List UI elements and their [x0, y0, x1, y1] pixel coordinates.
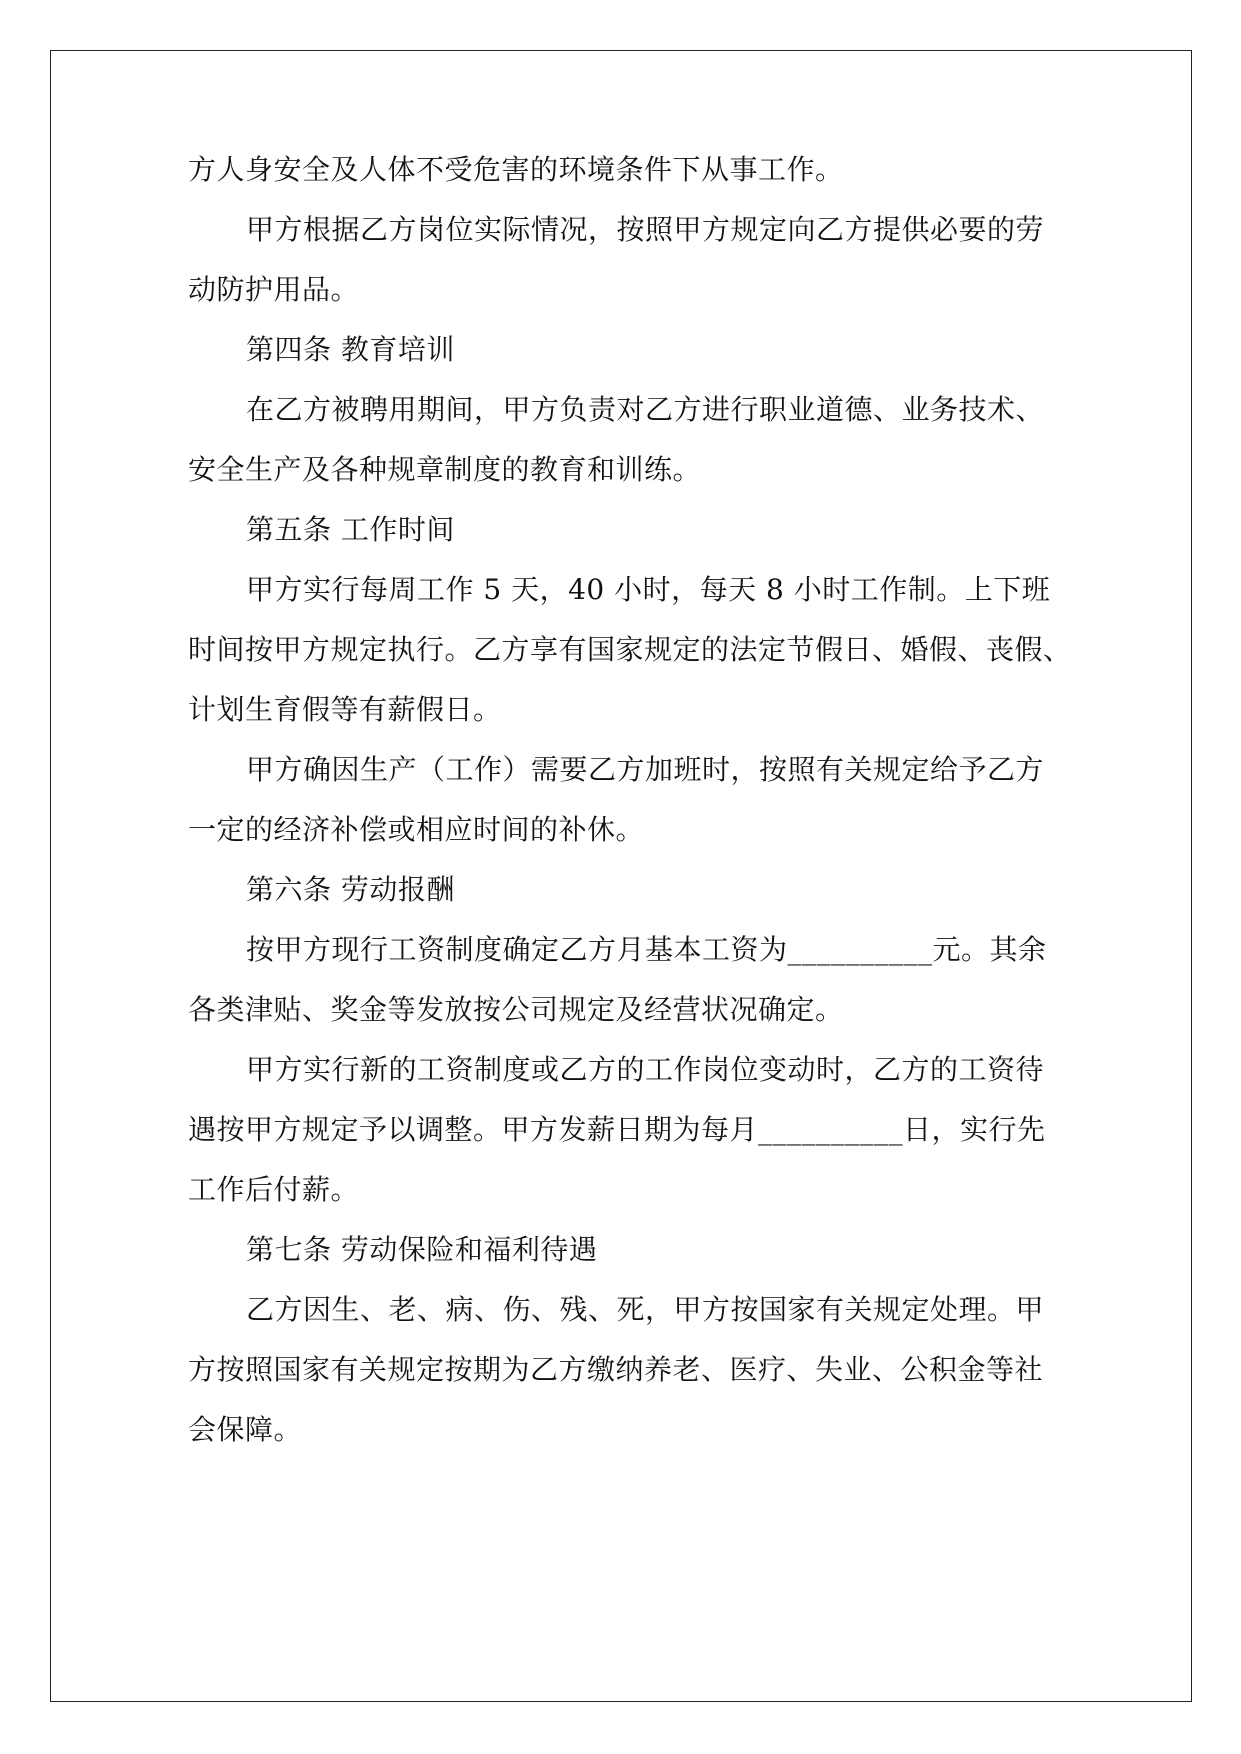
text-line: 乙方因生、老、病、伤、残、死，甲方按国家有关规定处理。甲	[246, 1293, 1045, 1326]
text-line: 各类津贴、奖金等发放按公司规定及经营状况确定。	[188, 993, 844, 1026]
text-line: 甲方根据乙方岗位实际情况，按照甲方规定向乙方提供必要的劳	[246, 213, 1045, 246]
section-heading: 第七条 劳动保险和福利待遇	[246, 1233, 598, 1266]
text-line: 遇按甲方规定予以调整。甲方发薪日期为每月__________日，实行先	[188, 1113, 1046, 1146]
section-heading: 第四条 教育培训	[246, 333, 455, 366]
text-line: 甲方确因生产（工作）需要乙方加班时，按照有关规定给予乙方	[246, 753, 1045, 786]
section-heading: 第六条 劳动报酬	[246, 873, 455, 906]
text-line: 甲方实行每周工作 5 天，40 小时，每天 8 小时工作制。上下班	[246, 573, 1051, 606]
text-line: 一定的经济补偿或相应时间的补休。	[188, 813, 645, 846]
text-line: 时间按甲方规定执行。乙方享有国家规定的法定节假日、婚假、丧假、	[188, 633, 1072, 666]
section-heading: 第五条 工作时间	[246, 513, 455, 546]
text-line: 方人身安全及人体不受危害的环境条件下从事工作。	[188, 153, 844, 186]
text-line: 安全生产及各种规章制度的教育和训练。	[188, 453, 702, 486]
text-line: 甲方实行新的工资制度或乙方的工作岗位变动时，乙方的工资待	[246, 1053, 1045, 1086]
text-line: 会保障。	[188, 1413, 303, 1446]
text-line: 在乙方被聘用期间，甲方负责对乙方进行职业道德、业务技术、	[246, 393, 1045, 426]
text-line: 工作后付薪。	[188, 1173, 360, 1206]
text-line: 按甲方现行工资制度确定乙方月基本工资为__________元。其余	[246, 933, 1047, 966]
text-line: 动防护用品。	[188, 273, 360, 306]
text-line: 计划生育假等有薪假日。	[188, 693, 502, 726]
text-line: 方按照国家有关规定按期为乙方缴纳养老、医疗、失业、公积金等社	[188, 1353, 1044, 1386]
